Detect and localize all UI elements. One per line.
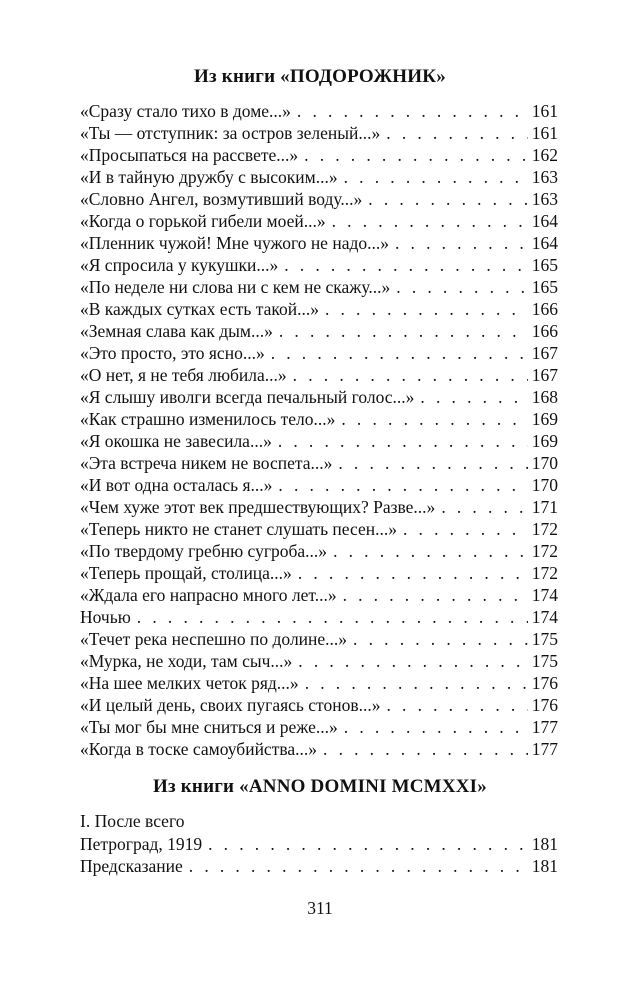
toc-entry-title: «Течет река неспешно по долине...» [80, 629, 348, 649]
toc-entry-page: 161 [531, 101, 558, 121]
toc-entry-page: 176 [531, 673, 558, 693]
dot-leader [284, 254, 528, 276]
toc-entry [80, 694, 558, 716]
toc-entry-title: «Я спросила у кукушки...» [80, 255, 279, 275]
toc-entry-title: «Теперь прощай, столица...» [80, 563, 292, 583]
toc-entry [80, 100, 558, 122]
toc-entry-page: 167 [531, 365, 558, 385]
dot-leader [338, 452, 527, 474]
toc-entry [80, 496, 558, 518]
toc-entry-page: 168 [531, 387, 558, 407]
toc-entry-page: 166 [531, 299, 558, 319]
toc-entry-title: «Это просто, это ясно...» [80, 343, 265, 363]
section-title-anno-domini: Из книги «ANNO DOMINI MCMXXI» [153, 776, 487, 797]
dot-leader [305, 672, 528, 694]
toc-entry-page: 176 [531, 695, 558, 715]
toc-entry-page: 170 [531, 453, 558, 473]
toc-entry-page: 174 [531, 585, 558, 605]
toc-entry-title: «По твердому гребню сугроба...» [80, 541, 328, 561]
toc-entry-page: 171 [531, 497, 558, 517]
toc-entry [80, 540, 558, 562]
toc-entry-page: 172 [531, 563, 558, 583]
dot-leader [396, 276, 527, 298]
toc-entry-title: «Чем хуже этот век предшествующих? Разве...» [80, 497, 436, 517]
toc-entry [80, 408, 558, 430]
dot-leader [353, 628, 528, 650]
toc-entry-page: 172 [531, 519, 558, 539]
toc-entry-page: 177 [531, 717, 558, 737]
toc-entry [80, 474, 558, 496]
toc-entry-title: «Мурка, не ходи, там сыч...» [80, 651, 293, 671]
toc-entry [80, 672, 558, 694]
toc-entry [80, 342, 558, 364]
dot-leader [298, 562, 528, 584]
toc-entry-page: 169 [531, 409, 558, 429]
toc-entry [80, 562, 558, 584]
toc-entry [80, 628, 558, 650]
toc-entry [80, 606, 558, 628]
toc-entry-title: Ночью [80, 607, 131, 627]
dot-leader [278, 430, 528, 452]
toc-entry-page: 174 [531, 607, 558, 627]
toc-entry-title: «В каждых сутках есть такой...» [80, 299, 319, 319]
toc-entry-title: «Просыпаться на рассвете...» [80, 145, 299, 165]
toc-entry-page: 175 [531, 629, 558, 649]
toc-entry [80, 298, 558, 320]
toc-entry-title: «Ты — отступник: за остров зеленый...» [80, 123, 381, 143]
toc-entry [80, 254, 558, 276]
dot-leader [333, 540, 528, 562]
toc-entry-title: «Я слышу иволги всегда печальный голос...» [80, 387, 415, 407]
dot-leader [278, 474, 527, 496]
dot-leader [323, 738, 528, 760]
toc-entry-page: 166 [531, 321, 558, 341]
toc-entry [80, 364, 558, 386]
toc-entry-title: «Теперь никто не станет слушать песен...» [80, 519, 397, 539]
toc-entry-title: «Ждала его напрасно много лет...» [80, 585, 337, 605]
toc-entry-page: 170 [531, 475, 558, 495]
toc-entry-title: «Как страшно изменилось тело...» [80, 409, 336, 429]
toc-entry-page: 161 [531, 123, 558, 143]
toc-entry-page: 181 [531, 856, 558, 876]
toc-entry-page: 165 [531, 255, 558, 275]
dot-leader [420, 386, 527, 408]
toc-entries-anno-domini [80, 833, 558, 877]
toc-entry [80, 518, 558, 540]
toc-entry [80, 430, 558, 452]
toc-entry [80, 210, 558, 232]
toc-entry-page: 172 [531, 541, 558, 561]
toc-entry-title: «Земная слава как дым...» [80, 321, 273, 341]
toc-entry [80, 738, 558, 760]
dot-leader [341, 408, 527, 430]
dot-leader [137, 606, 528, 628]
dot-leader [208, 833, 528, 855]
toc-entry-page: 163 [531, 167, 558, 187]
toc-entry-page: 167 [531, 343, 558, 363]
toc-entry-page: 175 [531, 651, 558, 671]
page-number: 311 [307, 898, 333, 918]
dot-leader [344, 166, 528, 188]
toc-entry-title: «И вот одна осталась я...» [80, 475, 273, 495]
toc-entry-title: «Пленник чужой! Мне чужого не надо...» [80, 233, 389, 253]
toc-entry-page: 164 [531, 211, 558, 231]
toc-entry-title: «Когда о горькой гибели моей...» [80, 211, 326, 231]
toc-entry [80, 584, 558, 606]
toc-entry-title: «По неделе ни слова ни с кем не скажу...» [80, 277, 391, 297]
toc-entry [80, 166, 558, 188]
toc-entry-title: «На шее мелких четок ряд...» [80, 673, 299, 693]
dot-leader [297, 100, 528, 122]
toc-entry [80, 650, 558, 672]
dot-leader [189, 855, 528, 877]
toc-entry-title: «Я окошка не завесила...» [80, 431, 272, 451]
toc-entry-title: «Ты мог бы мне сниться и реже...» [80, 717, 338, 737]
toc-entry [80, 452, 558, 474]
toc-entry-page: 169 [531, 431, 558, 451]
dot-leader [332, 210, 528, 232]
dot-leader [293, 364, 528, 386]
toc-entry-page: 165 [531, 277, 558, 297]
toc-entry-page: 164 [531, 233, 558, 253]
toc-entry-page: 177 [531, 739, 558, 759]
dot-leader [271, 342, 528, 364]
toc-entry [80, 122, 558, 144]
toc-entry [80, 716, 558, 738]
dot-leader [386, 694, 527, 716]
section-title-podorozhnik: Из книги «ПОДОРОЖНИК» [194, 66, 446, 87]
toc-entry-title: «Когда в тоске самоубийства...» [80, 739, 318, 759]
toc-entry [80, 855, 558, 877]
toc-entry [80, 276, 558, 298]
toc-entry-title: Предсказание [80, 856, 183, 876]
toc-entry [80, 232, 558, 254]
toc-entry-title: «Сразу стало тихо в доме...» [80, 101, 291, 121]
dot-leader [325, 298, 528, 320]
dot-leader [368, 188, 527, 210]
toc-entry [80, 833, 558, 855]
toc-entry-title: «Словно Ангел, возмутивший воду...» [80, 189, 363, 209]
dot-leader [279, 320, 528, 342]
toc-entry-title: Петроград, 1919 [80, 834, 203, 854]
toc-entry-title: «О нет, я не тебя любила...» [80, 365, 287, 385]
toc-entry [80, 320, 558, 342]
toc-entry [80, 386, 558, 408]
toc-list-anno-domini [80, 809, 558, 877]
toc-list-podorozhnik [80, 100, 558, 760]
toc-entry-title: «И целый день, своих пугаясь стонов...» [80, 695, 381, 715]
dot-leader [395, 232, 528, 254]
toc-entry-title: «И в тайную дружбу с высоким...» [80, 167, 338, 187]
dot-leader [304, 144, 528, 166]
toc-entry [80, 188, 558, 210]
part-heading: I. После всего [80, 811, 185, 831]
toc-entry-page: 181 [531, 834, 558, 854]
dot-leader [343, 584, 528, 606]
dot-leader [403, 518, 528, 540]
dot-leader [441, 496, 527, 518]
toc-entry-page: 162 [531, 145, 558, 165]
toc-entry-title: «Эта встреча никем не воспета...» [80, 453, 333, 473]
dot-leader [344, 716, 528, 738]
dot-leader [386, 122, 527, 144]
toc-entry [80, 144, 558, 166]
dot-leader [298, 650, 527, 672]
toc-entry-page: 163 [531, 189, 558, 209]
